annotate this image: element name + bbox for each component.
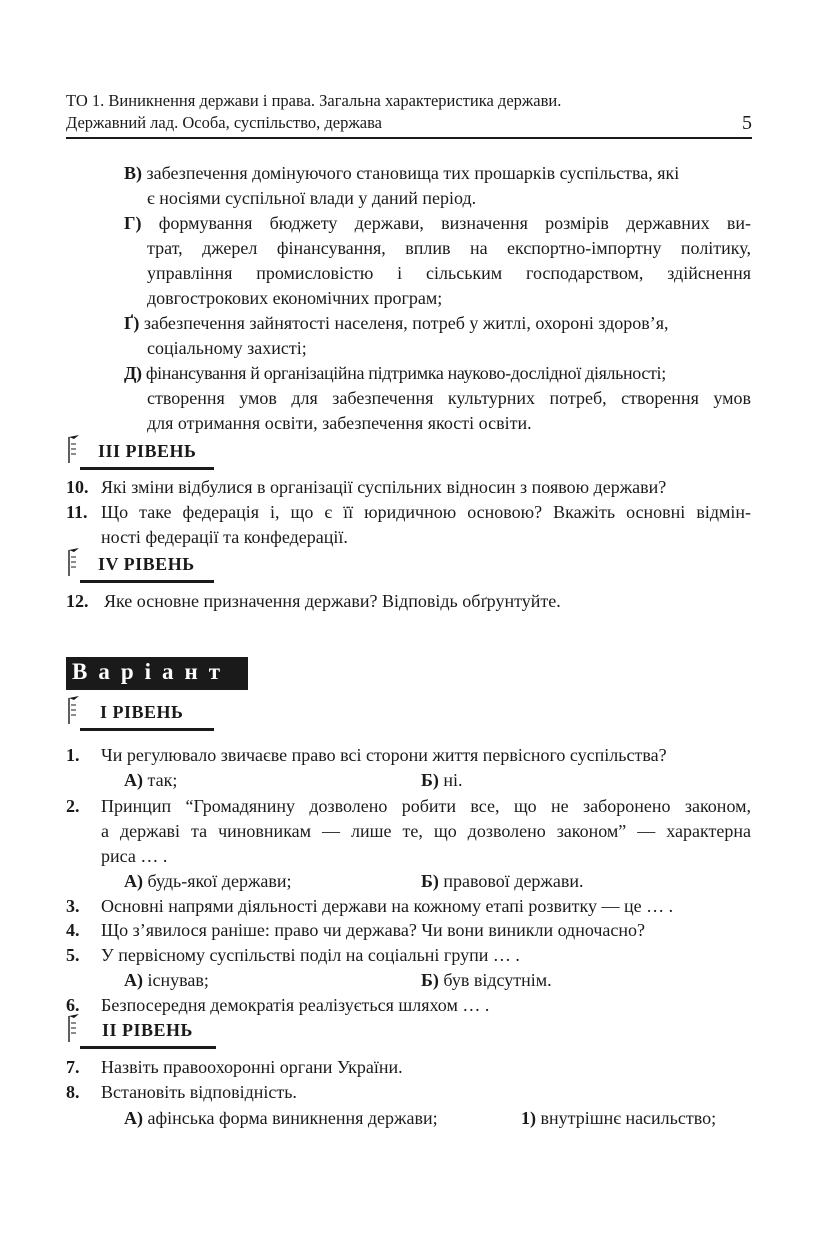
q11-text-2: ності федерації та конфедерації. — [101, 527, 348, 547]
flag-icon — [66, 696, 80, 726]
q12-number: 12. — [66, 591, 89, 611]
v2-q8-number: 8. — [66, 1082, 80, 1102]
v2-q2-number: 2. — [66, 796, 80, 816]
option-d-mark: Д) — [124, 363, 142, 383]
q10-text: Які зміни відбулися в організації суспільних відносин з появою держави? — [101, 477, 667, 497]
v2-q5-option-a-mark: А) — [124, 970, 143, 990]
v2-q2-option-a-text: будь-якої держави; — [147, 871, 292, 891]
v2-q4-number: 4. — [66, 920, 80, 940]
option-d-line-2: створення умов для забезпечення культурних потреб, створення умов — [147, 388, 751, 408]
v2-q3-number: 3. — [66, 896, 80, 916]
variant-label: Варіант 2 — [72, 659, 271, 684]
level-ii-label: ІІ РІВЕНЬ — [102, 1020, 193, 1040]
flag-icon — [66, 1014, 80, 1044]
v2-q2-text-2: а державі та чиновникам — лише те, що дозволено законом” — характерна — [101, 821, 751, 841]
v2-q1-option-a-text: так; — [147, 770, 178, 790]
v2-q2-text-3: риса … . — [101, 846, 168, 866]
v2-q5-option-b-text: був відсутнім. — [443, 970, 552, 990]
v2-q2-text-1: Принцип “Громадянину дозволено робити все, що не заборонено законом, — [101, 796, 751, 816]
v2-q6-text: Безпосередня демократія реалізується шляхом … . — [101, 995, 490, 1015]
option-v-line-2: є носіями суспільної влади у даний період. — [147, 188, 477, 208]
v2-q5-number: 5. — [66, 945, 80, 965]
header-rule — [66, 137, 752, 139]
v2-q8-option-a — [124, 1106, 438, 1130]
option-d-line-3: для отримання освіти, забезпечення якості освіти. — [147, 413, 532, 433]
header-line-2: Державний лад. Особа, суспільство, держава — [66, 113, 382, 132]
option-ge-text-1: забезпечення зайнятості населеня, потреб у житлі, охороні здоров’я, — [143, 313, 669, 333]
variant-banner — [66, 657, 271, 690]
option-g-mark: Г) — [124, 213, 142, 233]
option-g-line-1 — [124, 211, 751, 235]
level-iv-label: ІV РІВЕНЬ — [98, 554, 195, 574]
v2-q1-option-b-text: ні. — [443, 770, 463, 790]
option-d-line-1 — [124, 361, 666, 385]
level-i-rule — [80, 728, 214, 731]
option-v-mark: В) — [124, 163, 142, 183]
level-iii-rule — [80, 467, 214, 470]
level-iv-rule — [80, 580, 214, 583]
running-header — [66, 90, 752, 134]
v2-q1-text: Чи регулювало звичаєве право всі сторони життя первісного суспільства? — [101, 745, 667, 765]
v2-q1-option-b-mark: Б) — [421, 770, 439, 790]
option-ge-line-1 — [124, 311, 669, 335]
v2-q2-option-b-mark: Б) — [421, 871, 439, 891]
v2-q8-option-1-text: внутрішнє насильство; — [540, 1108, 717, 1128]
v2-q8-option-1 — [521, 1106, 716, 1130]
level-i-label: І РІВЕНЬ — [100, 702, 184, 722]
q12-text: Яке основне призначення держави? Відповідь обґрунтуйте. — [104, 591, 561, 611]
v2-q6-number: 6. — [66, 995, 80, 1015]
v2-q5-option-b — [421, 968, 552, 992]
option-v-line-1 — [124, 161, 679, 185]
q10-number: 10. — [66, 477, 89, 497]
v2-q7-number: 7. — [66, 1057, 80, 1077]
v2-q2-option-b — [421, 869, 584, 893]
q11-text-1: Що таке федерація і, що є її юридичною основою? Вкажіть основні відмін- — [101, 502, 751, 522]
v2-q7-text: Назвіть правоохоронні органи України. — [101, 1057, 403, 1077]
v2-q5-option-a-text: існував; — [147, 970, 209, 990]
v2-q2-option-a-mark: А) — [124, 871, 143, 891]
option-g-line-4: довгострокових економічних програм; — [147, 288, 443, 308]
v2-q2-option-b-text: правової держави. — [443, 871, 584, 891]
option-ge-line-2: соціальному захисті; — [147, 338, 307, 358]
v2-q8-text: Встановіть відповідність. — [101, 1082, 297, 1102]
v2-q2-option-a — [124, 869, 292, 893]
option-v-text-1: забезпечення домінуючого становища тих прошарків суспільства, які — [146, 163, 680, 183]
v2-q1-option-b — [421, 768, 463, 792]
option-g-text-1: формування бюджету держави, визначення розмірів державних ви- — [158, 213, 752, 233]
v2-q8-option-a-mark: А) — [124, 1108, 143, 1128]
v2-q1-option-a — [124, 768, 177, 792]
option-g-line-3: управління промисловістю і сільським господарством, здійснення — [147, 263, 751, 283]
v2-q4-text: Що з’явилося раніше: право чи держава? Чи вони виникли одночасно? — [101, 920, 646, 940]
v2-q1-option-a-mark: А) — [124, 770, 143, 790]
option-ge-mark: Ґ) — [124, 313, 140, 333]
page-number: 5 — [742, 112, 752, 134]
flag-icon — [66, 435, 80, 465]
v2-q5-option-a — [124, 968, 209, 992]
q11-number: 11. — [66, 502, 88, 522]
v2-q8-option-1-mark: 1) — [521, 1108, 536, 1128]
level-iii-label: ІІІ РІВЕНЬ — [98, 441, 197, 461]
header-line-1: ТО 1. Виникнення держави і права. Загальна характеристика держави. — [66, 91, 562, 110]
option-g-line-2: трат, джерел фінансування, вплив на експортно-імпортну політику, — [147, 238, 751, 258]
flag-icon — [66, 548, 80, 578]
v2-q8-option-a-text: афінська форма виникнення держави; — [147, 1108, 438, 1128]
v2-q5-text: У первісному суспільстві поділ на соціальні групи … . — [101, 945, 520, 965]
v2-q5-option-b-mark: Б) — [421, 970, 439, 990]
v2-q3-text: Основні напрями діяльності держави на кожному етапі розвитку — це … . — [101, 896, 674, 916]
option-d-text-1: фінансування й організаційна підтримка науково-дослідної діяльності; — [145, 363, 666, 383]
v2-q1-number: 1. — [66, 745, 80, 765]
level-ii-rule — [80, 1046, 216, 1049]
